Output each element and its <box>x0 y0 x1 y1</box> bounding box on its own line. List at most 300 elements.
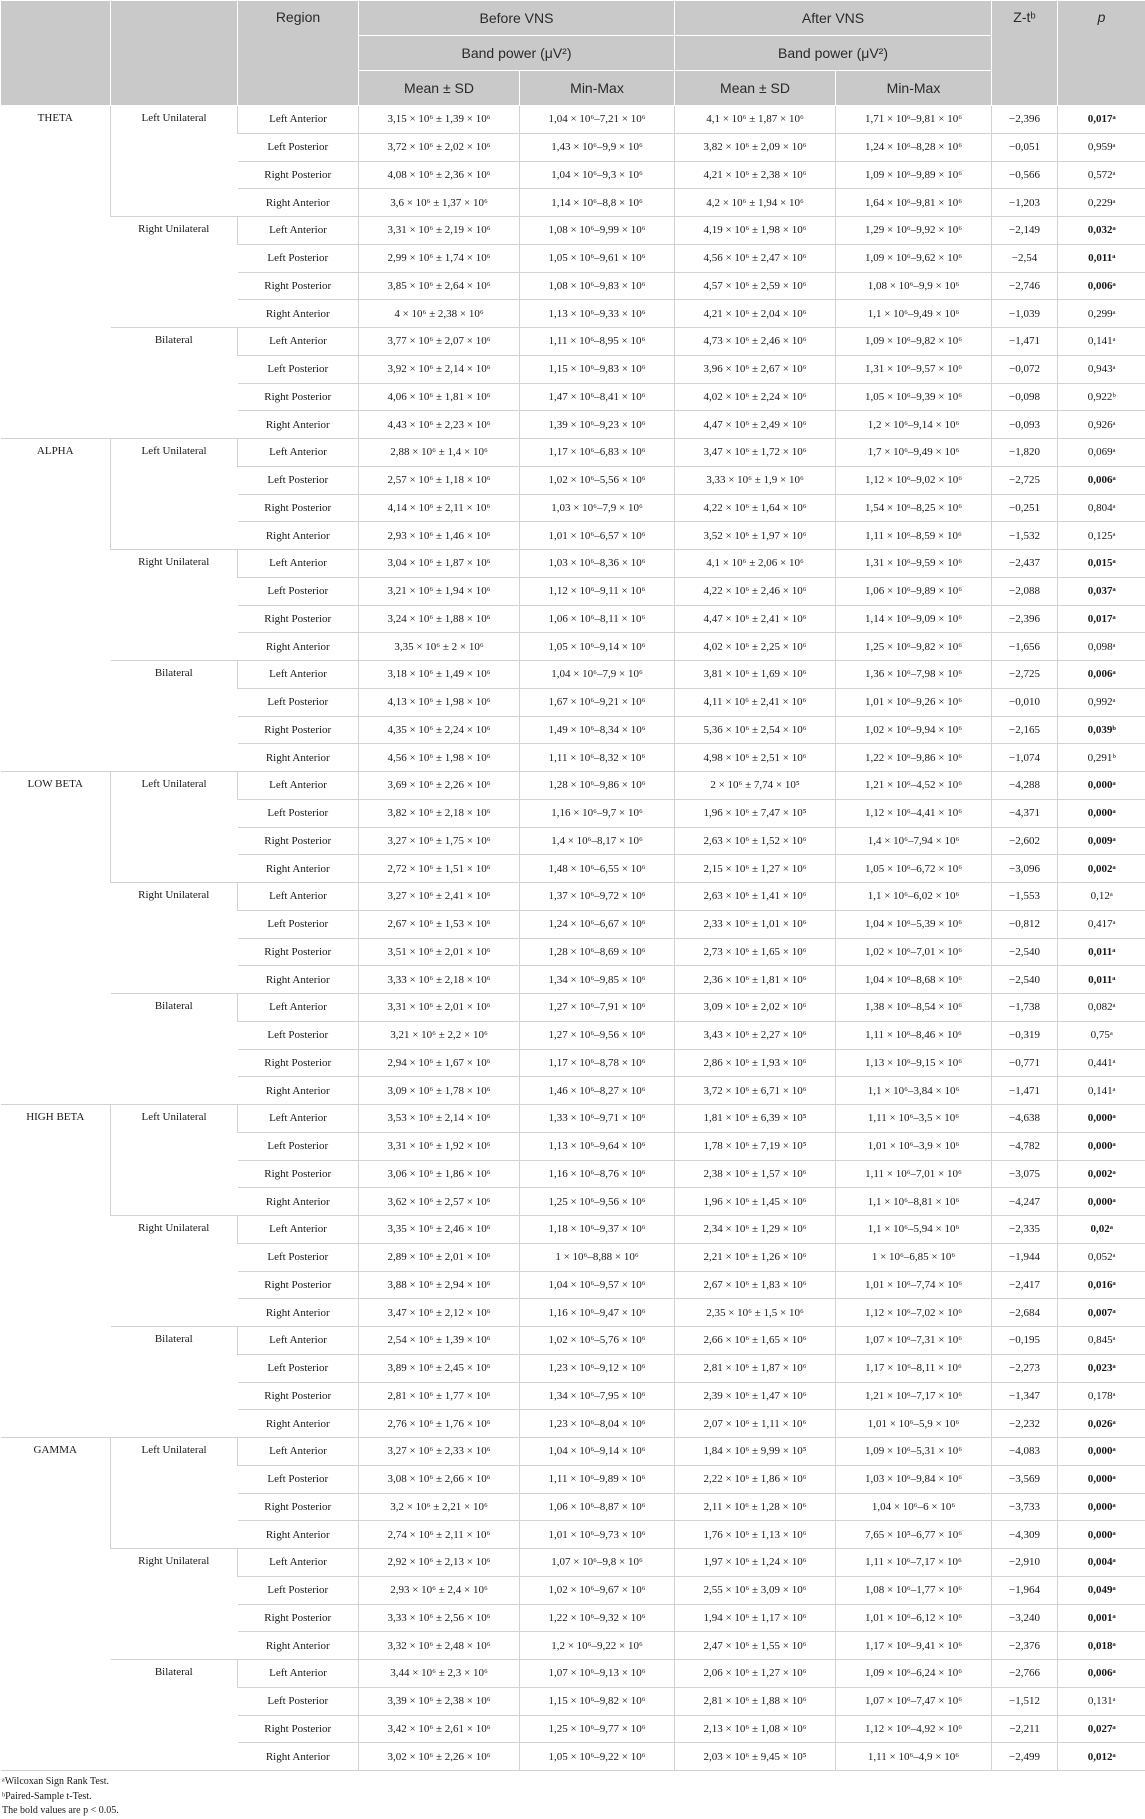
p-value-cell: 0,131ᵃ <box>1058 1687 1145 1715</box>
after-min-max-cell: 1,14 × 10⁶–9,09 × 10⁶ <box>836 605 992 633</box>
region-cell: Right Posterior <box>238 716 359 744</box>
before-min-max-cell: 1,07 × 10⁶–9,8 × 10⁶ <box>520 1549 675 1577</box>
zt-cell: −4,371 <box>992 799 1058 827</box>
zt-cell: −1,039 <box>992 300 1058 328</box>
after-min-max-cell: 1,2 × 10⁶–9,14 × 10⁶ <box>836 411 992 439</box>
before-mean-sd-cell: 3,21 × 10⁶ ± 1,94 × 10⁶ <box>359 577 520 605</box>
region-cell: Right Anterior <box>238 1410 359 1438</box>
before-min-max-cell: 1,08 × 10⁶–9,99 × 10⁶ <box>520 217 675 245</box>
before-mean-sd-cell: 4,13 × 10⁶ ± 1,98 × 10⁶ <box>359 688 520 716</box>
zt-cell: −1,944 <box>992 1243 1058 1271</box>
p-value-cell: 0,016ᵃ <box>1058 1271 1145 1299</box>
side-cell: Bilateral <box>111 328 238 439</box>
before-mean-sd-cell: 3,21 × 10⁶ ± 2,2 × 10⁶ <box>359 1021 520 1049</box>
after-mean-sd-cell: 1,76 × 10⁶ ± 1,13 × 10⁶ <box>675 1521 836 1549</box>
table-row <box>1 550 1145 578</box>
before-min-max-cell: 1,05 × 10⁶–9,61 × 10⁶ <box>520 244 675 272</box>
side-cell: Right Unilateral <box>111 1549 238 1660</box>
zt-cell: −0,072 <box>992 355 1058 383</box>
region-cell: Right Posterior <box>238 1604 359 1632</box>
region-cell: Right Anterior <box>238 1188 359 1216</box>
table-row <box>1 217 1145 245</box>
p-value-cell: 0,000ᵃ <box>1058 1132 1145 1160</box>
before-min-max-cell: 1,13 × 10⁶–9,33 × 10⁶ <box>520 300 675 328</box>
after-min-max-cell: 1,25 × 10⁶–9,82 × 10⁶ <box>836 633 992 661</box>
after-min-max-cell: 1,64 × 10⁶–9,81 × 10⁶ <box>836 189 992 217</box>
after-mean-sd-cell: 3,81 × 10⁶ ± 1,69 × 10⁶ <box>675 661 836 689</box>
zt-cell: −3,733 <box>992 1493 1058 1521</box>
p-value-cell: 0,049ᵃ <box>1058 1576 1145 1604</box>
before-min-max-cell: 1,25 × 10⁶–9,77 × 10⁶ <box>520 1715 675 1743</box>
zt-cell: −3,075 <box>992 1160 1058 1188</box>
zt-cell: −1,203 <box>992 189 1058 217</box>
after-min-max-cell: 1,01 × 10⁶–3,9 × 10⁶ <box>836 1132 992 1160</box>
after-mean-sd-cell: 3,96 × 10⁶ ± 2,67 × 10⁶ <box>675 355 836 383</box>
zt-cell: −0,051 <box>992 133 1058 161</box>
zt-cell: −2,766 <box>992 1660 1058 1688</box>
before-mean-sd-cell: 3,89 × 10⁶ ± 2,45 × 10⁶ <box>359 1354 520 1382</box>
zt-cell: −0,566 <box>992 161 1058 189</box>
before-min-max-cell: 1,25 × 10⁶–9,56 × 10⁶ <box>520 1188 675 1216</box>
before-min-max-cell: 1,06 × 10⁶–8,11 × 10⁶ <box>520 605 675 633</box>
p-value-cell: 0,069ᵃ <box>1058 439 1145 467</box>
before-min-max-cell: 1,03 × 10⁶–8,36 × 10⁶ <box>520 550 675 578</box>
after-min-max-cell: 1,1 × 10⁶–5,94 × 10⁶ <box>836 1216 992 1244</box>
p-value-cell: 0,018ᵃ <box>1058 1632 1145 1660</box>
table-row <box>1 994 1145 1022</box>
before-mean-sd-cell: 3,72 × 10⁶ ± 2,02 × 10⁶ <box>359 133 520 161</box>
side-cell: Bilateral <box>111 1660 238 1771</box>
before-mean-sd-cell: 3,42 × 10⁶ ± 2,61 × 10⁶ <box>359 1715 520 1743</box>
after-mean-sd-cell: 3,09 × 10⁶ ± 2,02 × 10⁶ <box>675 994 836 1022</box>
zt-cell: −0,010 <box>992 688 1058 716</box>
p-value-cell: 0,006ᵃ <box>1058 1660 1145 1688</box>
header-band-power-before: Band power (μV²) <box>359 36 675 71</box>
after-mean-sd-cell: 2,07 × 10⁶ ± 1,11 × 10⁶ <box>675 1410 836 1438</box>
after-min-max-cell: 1,04 × 10⁶–6 × 10⁶ <box>836 1493 992 1521</box>
p-value-cell: 0,023ᵃ <box>1058 1354 1145 1382</box>
before-mean-sd-cell: 3,27 × 10⁶ ± 2,41 × 10⁶ <box>359 883 520 911</box>
region-cell: Left Posterior <box>238 1465 359 1493</box>
region-cell: Right Posterior <box>238 383 359 411</box>
after-mean-sd-cell: 2,35 × 10⁶ ± 1,5 × 10⁶ <box>675 1299 836 1327</box>
region-cell: Right Posterior <box>238 1271 359 1299</box>
after-min-max-cell: 1,01 × 10⁶–5,9 × 10⁶ <box>836 1410 992 1438</box>
p-value-cell: 0,017ᵃ <box>1058 605 1145 633</box>
zt-cell: −1,738 <box>992 994 1058 1022</box>
after-min-max-cell: 1,11 × 10⁶–8,59 × 10⁶ <box>836 522 992 550</box>
region-cell: Left Posterior <box>238 1687 359 1715</box>
p-value-cell: 0,006ᵃ <box>1058 661 1145 689</box>
after-min-max-cell: 1,1 × 10⁶–8,81 × 10⁶ <box>836 1188 992 1216</box>
header-before-vns: Before VNS <box>359 1 675 36</box>
header-mean-sd-before: Mean ± SD <box>359 71 520 106</box>
before-min-max-cell: 1,05 × 10⁶–9,22 × 10⁶ <box>520 1743 675 1771</box>
p-value-cell: 0,178ᵃ <box>1058 1382 1145 1410</box>
zt-cell: −0,812 <box>992 910 1058 938</box>
zt-cell: −1,964 <box>992 1576 1058 1604</box>
zt-cell: −2,232 <box>992 1410 1058 1438</box>
table-row <box>1 1216 1145 1244</box>
p-value-cell: 0,75ᵃ <box>1058 1021 1145 1049</box>
before-mean-sd-cell: 3,06 × 10⁶ ± 1,86 × 10⁶ <box>359 1160 520 1188</box>
after-mean-sd-cell: 2 × 10⁶ ± 7,74 × 10⁵ <box>675 772 836 800</box>
after-min-max-cell: 1,12 × 10⁶–9,02 × 10⁶ <box>836 466 992 494</box>
after-min-max-cell: 1,71 × 10⁶–9,81 × 10⁶ <box>836 106 992 134</box>
side-cell: Right Unilateral <box>111 217 238 328</box>
table-row <box>1 328 1145 356</box>
before-mean-sd-cell: 3,85 × 10⁶ ± 2,64 × 10⁶ <box>359 272 520 300</box>
after-min-max-cell: 1,05 × 10⁶–9,39 × 10⁶ <box>836 383 992 411</box>
p-value-cell: 0,922ᵇ <box>1058 383 1145 411</box>
region-cell: Left Anterior <box>238 1105 359 1133</box>
before-mean-sd-cell: 2,67 × 10⁶ ± 1,53 × 10⁶ <box>359 910 520 938</box>
after-mean-sd-cell: 1,84 × 10⁶ ± 9,99 × 10⁵ <box>675 1438 836 1466</box>
p-value-cell: 0,032ᵃ <box>1058 217 1145 245</box>
region-cell: Left Anterior <box>238 1660 359 1688</box>
after-mean-sd-cell: 3,72 × 10⁶ ± 6,71 × 10⁶ <box>675 1077 836 1105</box>
before-min-max-cell: 1,01 × 10⁶–6,57 × 10⁶ <box>520 522 675 550</box>
p-value-cell: 0,052ᵃ <box>1058 1243 1145 1271</box>
side-cell: Right Unilateral <box>111 1216 238 1327</box>
before-min-max-cell: 1,03 × 10⁶–7,9 × 10⁶ <box>520 494 675 522</box>
after-mean-sd-cell: 1,97 × 10⁶ ± 1,24 × 10⁶ <box>675 1549 836 1577</box>
after-mean-sd-cell: 2,55 × 10⁶ ± 3,09 × 10⁶ <box>675 1576 836 1604</box>
p-value-cell: 0,441ᵃ <box>1058 1049 1145 1077</box>
p-value-cell: 0,000ᵃ <box>1058 1521 1145 1549</box>
after-min-max-cell: 1,02 × 10⁶–9,94 × 10⁶ <box>836 716 992 744</box>
before-mean-sd-cell: 2,93 × 10⁶ ± 2,4 × 10⁶ <box>359 1576 520 1604</box>
table-row <box>1 883 1145 911</box>
before-min-max-cell: 1,04 × 10⁶–9,14 × 10⁶ <box>520 1438 675 1466</box>
before-min-max-cell: 1,02 × 10⁶–9,67 × 10⁶ <box>520 1576 675 1604</box>
header-p: p <box>1058 1 1145 106</box>
zt-cell: −0,771 <box>992 1049 1058 1077</box>
after-mean-sd-cell: 2,39 × 10⁶ ± 1,47 × 10⁶ <box>675 1382 836 1410</box>
before-mean-sd-cell: 3,39 × 10⁶ ± 2,38 × 10⁶ <box>359 1687 520 1715</box>
p-value-cell: 0,011ᵃ <box>1058 938 1145 966</box>
after-min-max-cell: 1,1 × 10⁶–6,02 × 10⁶ <box>836 883 992 911</box>
header-blank-1 <box>1 1 111 106</box>
after-mean-sd-cell: 4,98 × 10⁶ ± 2,51 × 10⁶ <box>675 744 836 772</box>
p-value-cell: 0,011ᵃ <box>1058 244 1145 272</box>
region-cell: Right Posterior <box>238 1715 359 1743</box>
before-mean-sd-cell: 2,74 × 10⁶ ± 2,11 × 10⁶ <box>359 1521 520 1549</box>
after-min-max-cell: 1,11 × 10⁶–7,01 × 10⁶ <box>836 1160 992 1188</box>
region-cell: Right Anterior <box>238 633 359 661</box>
region-cell: Right Anterior <box>238 1632 359 1660</box>
region-cell: Right Anterior <box>238 300 359 328</box>
before-mean-sd-cell: 3,6 × 10⁶ ± 1,37 × 10⁶ <box>359 189 520 217</box>
before-min-max-cell: 1,13 × 10⁶–9,64 × 10⁶ <box>520 1132 675 1160</box>
before-min-max-cell: 1,06 × 10⁶–8,87 × 10⁶ <box>520 1493 675 1521</box>
after-min-max-cell: 1,38 × 10⁶–8,54 × 10⁶ <box>836 994 992 1022</box>
side-cell: Bilateral <box>111 1327 238 1438</box>
band-cell: THETA <box>1 106 111 439</box>
band-cell: HIGH BETA <box>1 1105 111 1438</box>
before-min-max-cell: 1,04 × 10⁶–9,3 × 10⁶ <box>520 161 675 189</box>
p-value-cell: 0,012ᵃ <box>1058 1743 1145 1771</box>
zt-cell: −2,396 <box>992 605 1058 633</box>
zt-cell: −2,910 <box>992 1549 1058 1577</box>
before-min-max-cell: 1,16 × 10⁶–8,76 × 10⁶ <box>520 1160 675 1188</box>
after-mean-sd-cell: 1,94 × 10⁶ ± 1,17 × 10⁶ <box>675 1604 836 1632</box>
zt-cell: −0,319 <box>992 1021 1058 1049</box>
region-cell: Left Anterior <box>238 217 359 245</box>
zt-cell: −3,240 <box>992 1604 1058 1632</box>
region-cell: Left Anterior <box>238 772 359 800</box>
after-mean-sd-cell: 2,34 × 10⁶ ± 1,29 × 10⁶ <box>675 1216 836 1244</box>
before-mean-sd-cell: 3,04 × 10⁶ ± 1,87 × 10⁶ <box>359 550 520 578</box>
after-mean-sd-cell: 3,33 × 10⁶ ± 1,9 × 10⁶ <box>675 466 836 494</box>
before-min-max-cell: 1,67 × 10⁶–9,21 × 10⁶ <box>520 688 675 716</box>
zt-cell: −2,602 <box>992 827 1058 855</box>
before-min-max-cell: 1,28 × 10⁶–8,69 × 10⁶ <box>520 938 675 966</box>
p-value-cell: 0,007ᵃ <box>1058 1299 1145 1327</box>
region-cell: Left Posterior <box>238 577 359 605</box>
region-cell: Left Anterior <box>238 1216 359 1244</box>
after-min-max-cell: 1,29 × 10⁶–9,92 × 10⁶ <box>836 217 992 245</box>
before-min-max-cell: 1,49 × 10⁶–8,34 × 10⁶ <box>520 716 675 744</box>
p-value-cell: 0,004ᵃ <box>1058 1549 1145 1577</box>
after-min-max-cell: 1,01 × 10⁶–9,26 × 10⁶ <box>836 688 992 716</box>
after-mean-sd-cell: 4,11 × 10⁶ ± 2,41 × 10⁶ <box>675 688 836 716</box>
zt-cell: −4,782 <box>992 1132 1058 1160</box>
region-cell: Right Anterior <box>238 189 359 217</box>
before-min-max-cell: 1,11 × 10⁶–8,95 × 10⁶ <box>520 328 675 356</box>
zt-cell: −4,247 <box>992 1188 1058 1216</box>
after-min-max-cell: 1,11 × 10⁶–7,17 × 10⁶ <box>836 1549 992 1577</box>
zt-cell: −3,096 <box>992 855 1058 883</box>
zt-cell: −2,684 <box>992 1299 1058 1327</box>
before-min-max-cell: 1,08 × 10⁶–9,83 × 10⁶ <box>520 272 675 300</box>
after-mean-sd-cell: 2,67 × 10⁶ ± 1,83 × 10⁶ <box>675 1271 836 1299</box>
after-min-max-cell: 1,31 × 10⁶–9,57 × 10⁶ <box>836 355 992 383</box>
side-cell: Bilateral <box>111 661 238 772</box>
after-mean-sd-cell: 4,21 × 10⁶ ± 2,04 × 10⁶ <box>675 300 836 328</box>
after-mean-sd-cell: 2,47 × 10⁶ ± 1,55 × 10⁶ <box>675 1632 836 1660</box>
after-mean-sd-cell: 2,66 × 10⁶ ± 1,65 × 10⁶ <box>675 1327 836 1355</box>
after-min-max-cell: 1,09 × 10⁶–9,62 × 10⁶ <box>836 244 992 272</box>
p-value-cell: 0,804ᵃ <box>1058 494 1145 522</box>
after-mean-sd-cell: 2,81 × 10⁶ ± 1,88 × 10⁶ <box>675 1687 836 1715</box>
p-value-cell: 0,417ᵃ <box>1058 910 1145 938</box>
before-mean-sd-cell: 3,15 × 10⁶ ± 1,39 × 10⁶ <box>359 106 520 134</box>
before-mean-sd-cell: 2,76 × 10⁶ ± 1,76 × 10⁶ <box>359 1410 520 1438</box>
table-row <box>1 1438 1145 1466</box>
after-mean-sd-cell: 2,73 × 10⁶ ± 1,65 × 10⁶ <box>675 938 836 966</box>
after-mean-sd-cell: 2,21 × 10⁶ ± 1,26 × 10⁶ <box>675 1243 836 1271</box>
table-row <box>1 1549 1145 1577</box>
zt-cell: −2,273 <box>992 1354 1058 1382</box>
before-mean-sd-cell: 3,31 × 10⁶ ± 2,01 × 10⁶ <box>359 994 520 1022</box>
p-value-cell: 0,006ᵃ <box>1058 272 1145 300</box>
before-mean-sd-cell: 3,44 × 10⁶ ± 2,3 × 10⁶ <box>359 1660 520 1688</box>
after-min-max-cell: 1,09 × 10⁶–6,24 × 10⁶ <box>836 1660 992 1688</box>
before-min-max-cell: 1,28 × 10⁶–9,86 × 10⁶ <box>520 772 675 800</box>
region-cell: Right Posterior <box>238 938 359 966</box>
header-blank-2 <box>111 1 238 106</box>
after-min-max-cell: 1,08 × 10⁶–1,77 × 10⁶ <box>836 1576 992 1604</box>
zt-cell: −1,553 <box>992 883 1058 911</box>
before-min-max-cell: 1,14 × 10⁶–8,8 × 10⁶ <box>520 189 675 217</box>
p-value-cell: 0,000ᵃ <box>1058 772 1145 800</box>
after-mean-sd-cell: 1,96 × 10⁶ ± 7,47 × 10⁵ <box>675 799 836 827</box>
region-cell: Right Anterior <box>238 522 359 550</box>
table-row <box>1 106 1145 134</box>
after-mean-sd-cell: 4,02 × 10⁶ ± 2,24 × 10⁶ <box>675 383 836 411</box>
after-min-max-cell: 1 × 10⁶–6,85 × 10⁶ <box>836 1243 992 1271</box>
after-mean-sd-cell: 4,2 × 10⁶ ± 1,94 × 10⁶ <box>675 189 836 217</box>
after-mean-sd-cell: 5,36 × 10⁶ ± 2,54 × 10⁶ <box>675 716 836 744</box>
before-mean-sd-cell: 3,33 × 10⁶ ± 2,56 × 10⁶ <box>359 1604 520 1632</box>
header-band-power-after: Band power (μV²) <box>675 36 992 71</box>
p-value-cell: 0,039ᵇ <box>1058 716 1145 744</box>
region-cell: Left Anterior <box>238 550 359 578</box>
after-min-max-cell: 7,65 × 10⁵–6,77 × 10⁶ <box>836 1521 992 1549</box>
after-min-max-cell: 1,1 × 10⁶–3,84 × 10⁶ <box>836 1077 992 1105</box>
after-mean-sd-cell: 2,15 × 10⁶ ± 1,27 × 10⁶ <box>675 855 836 883</box>
p-value-cell: 0,000ᵃ <box>1058 1493 1145 1521</box>
after-mean-sd-cell: 2,38 × 10⁶ ± 1,57 × 10⁶ <box>675 1160 836 1188</box>
side-cell: Left Unilateral <box>111 439 238 550</box>
header-min-max-after: Min-Max <box>836 71 992 106</box>
after-min-max-cell: 1,17 × 10⁶–8,11 × 10⁶ <box>836 1354 992 1382</box>
p-value-cell: 0,572ᵃ <box>1058 161 1145 189</box>
after-mean-sd-cell: 2,63 × 10⁶ ± 1,41 × 10⁶ <box>675 883 836 911</box>
before-min-max-cell: 1,34 × 10⁶–9,85 × 10⁶ <box>520 966 675 994</box>
before-min-max-cell: 1,23 × 10⁶–9,12 × 10⁶ <box>520 1354 675 1382</box>
region-cell: Right Anterior <box>238 1077 359 1105</box>
before-mean-sd-cell: 2,92 × 10⁶ ± 2,13 × 10⁶ <box>359 1549 520 1577</box>
after-min-max-cell: 1,02 × 10⁶–7,01 × 10⁶ <box>836 938 992 966</box>
region-cell: Right Posterior <box>238 1382 359 1410</box>
before-min-max-cell: 1,05 × 10⁶–9,14 × 10⁶ <box>520 633 675 661</box>
after-mean-sd-cell: 4,02 × 10⁶ ± 2,25 × 10⁶ <box>675 633 836 661</box>
before-min-max-cell: 1,16 × 10⁶–9,7 × 10⁶ <box>520 799 675 827</box>
region-cell: Left Anterior <box>238 106 359 134</box>
p-value-cell: 0,125ᵃ <box>1058 522 1145 550</box>
before-mean-sd-cell: 3,35 × 10⁶ ± 2 × 10⁶ <box>359 633 520 661</box>
region-cell: Left Posterior <box>238 1243 359 1271</box>
table-row <box>1 1660 1145 1688</box>
before-mean-sd-cell: 2,81 × 10⁶ ± 1,77 × 10⁶ <box>359 1382 520 1410</box>
after-mean-sd-cell: 2,22 × 10⁶ ± 1,86 × 10⁶ <box>675 1465 836 1493</box>
after-min-max-cell: 1,11 × 10⁶–4,9 × 10⁶ <box>836 1743 992 1771</box>
region-cell: Left Posterior <box>238 244 359 272</box>
after-min-max-cell: 1,05 × 10⁶–6,72 × 10⁶ <box>836 855 992 883</box>
region-cell: Left Anterior <box>238 994 359 1022</box>
zt-cell: −1,074 <box>992 744 1058 772</box>
p-value-cell: 0,926ᵃ <box>1058 411 1145 439</box>
after-min-max-cell: 1,17 × 10⁶–9,41 × 10⁶ <box>836 1632 992 1660</box>
before-min-max-cell: 1,12 × 10⁶–9,11 × 10⁶ <box>520 577 675 605</box>
region-cell: Left Posterior <box>238 1021 359 1049</box>
after-mean-sd-cell: 2,03 × 10⁶ ± 9,45 × 10⁵ <box>675 1743 836 1771</box>
before-mean-sd-cell: 4,43 × 10⁶ ± 2,23 × 10⁶ <box>359 411 520 439</box>
before-mean-sd-cell: 2,99 × 10⁶ ± 1,74 × 10⁶ <box>359 244 520 272</box>
after-mean-sd-cell: 2,06 × 10⁶ ± 1,27 × 10⁶ <box>675 1660 836 1688</box>
before-min-max-cell: 1,15 × 10⁶–9,82 × 10⁶ <box>520 1687 675 1715</box>
header-min-max-before: Min-Max <box>520 71 675 106</box>
zt-cell: −1,512 <box>992 1687 1058 1715</box>
after-min-max-cell: 1,09 × 10⁶–9,82 × 10⁶ <box>836 328 992 356</box>
after-min-max-cell: 1,12 × 10⁶–7,02 × 10⁶ <box>836 1299 992 1327</box>
after-mean-sd-cell: 1,78 × 10⁶ ± 7,19 × 10⁵ <box>675 1132 836 1160</box>
zt-cell: −2,376 <box>992 1632 1058 1660</box>
p-value-cell: 0,943ᵃ <box>1058 355 1145 383</box>
region-cell: Left Posterior <box>238 910 359 938</box>
after-mean-sd-cell: 4,1 × 10⁶ ± 1,87 × 10⁶ <box>675 106 836 134</box>
after-min-max-cell: 1,4 × 10⁶–7,94 × 10⁶ <box>836 827 992 855</box>
zt-cell: −4,083 <box>992 1438 1058 1466</box>
after-min-max-cell: 1,11 × 10⁶–8,46 × 10⁶ <box>836 1021 992 1049</box>
zt-cell: −1,471 <box>992 328 1058 356</box>
after-mean-sd-cell: 3,82 × 10⁶ ± 2,09 × 10⁶ <box>675 133 836 161</box>
band-cell: ALPHA <box>1 439 111 772</box>
zt-cell: −3,569 <box>992 1465 1058 1493</box>
before-mean-sd-cell: 2,72 × 10⁶ ± 1,51 × 10⁶ <box>359 855 520 883</box>
region-cell: Right Posterior <box>238 827 359 855</box>
region-cell: Right Posterior <box>238 1160 359 1188</box>
after-min-max-cell: 1,31 × 10⁶–9,59 × 10⁶ <box>836 550 992 578</box>
zt-cell: −2,088 <box>992 577 1058 605</box>
p-value-cell: 0,12ᵃ <box>1058 883 1145 911</box>
p-value-cell: 0,026ᵃ <box>1058 1410 1145 1438</box>
after-mean-sd-cell: 2,36 × 10⁶ ± 1,81 × 10⁶ <box>675 966 836 994</box>
p-value-cell: 0,000ᵃ <box>1058 1438 1145 1466</box>
zt-cell: −4,309 <box>992 1521 1058 1549</box>
before-min-max-cell: 1,33 × 10⁶–9,71 × 10⁶ <box>520 1105 675 1133</box>
before-min-max-cell: 1,16 × 10⁶–9,47 × 10⁶ <box>520 1299 675 1327</box>
before-mean-sd-cell: 3,53 × 10⁶ ± 2,14 × 10⁶ <box>359 1105 520 1133</box>
before-min-max-cell: 1,11 × 10⁶–8,32 × 10⁶ <box>520 744 675 772</box>
region-cell: Right Posterior <box>238 494 359 522</box>
before-min-max-cell: 1,17 × 10⁶–8,78 × 10⁶ <box>520 1049 675 1077</box>
after-mean-sd-cell: 2,13 × 10⁶ ± 1,08 × 10⁶ <box>675 1715 836 1743</box>
region-cell: Left Posterior <box>238 688 359 716</box>
after-mean-sd-cell: 2,86 × 10⁶ ± 1,93 × 10⁶ <box>675 1049 836 1077</box>
before-min-max-cell: 1,37 × 10⁶–9,72 × 10⁶ <box>520 883 675 911</box>
p-value-cell: 0,02ᵃ <box>1058 1216 1145 1244</box>
before-min-max-cell: 1,02 × 10⁶–5,76 × 10⁶ <box>520 1327 675 1355</box>
after-mean-sd-cell: 1,81 × 10⁶ ± 6,39 × 10⁵ <box>675 1105 836 1133</box>
before-min-max-cell: 1,24 × 10⁶–6,67 × 10⁶ <box>520 910 675 938</box>
before-mean-sd-cell: 2,89 × 10⁶ ± 2,01 × 10⁶ <box>359 1243 520 1271</box>
p-value-cell: 0,037ᵃ <box>1058 577 1145 605</box>
region-cell: Left Posterior <box>238 355 359 383</box>
before-mean-sd-cell: 4,35 × 10⁶ ± 2,24 × 10⁶ <box>359 716 520 744</box>
before-mean-sd-cell: 3,02 × 10⁶ ± 2,26 × 10⁶ <box>359 1743 520 1771</box>
after-mean-sd-cell: 2,63 × 10⁶ ± 1,52 × 10⁶ <box>675 827 836 855</box>
table-header <box>1 1 1145 106</box>
p-value-cell: 0,299ᵃ <box>1058 300 1145 328</box>
before-mean-sd-cell: 3,2 × 10⁶ ± 2,21 × 10⁶ <box>359 1493 520 1521</box>
after-mean-sd-cell: 1,96 × 10⁶ ± 1,45 × 10⁶ <box>675 1188 836 1216</box>
before-mean-sd-cell: 2,94 × 10⁶ ± 1,67 × 10⁶ <box>359 1049 520 1077</box>
before-min-max-cell: 1,17 × 10⁶–6,83 × 10⁶ <box>520 439 675 467</box>
p-value-cell: 0,009ᵃ <box>1058 827 1145 855</box>
region-cell: Left Posterior <box>238 799 359 827</box>
before-mean-sd-cell: 3,62 × 10⁶ ± 2,57 × 10⁶ <box>359 1188 520 1216</box>
after-min-max-cell: 1,21 × 10⁶–7,17 × 10⁶ <box>836 1382 992 1410</box>
before-mean-sd-cell: 3,47 × 10⁶ ± 2,12 × 10⁶ <box>359 1299 520 1327</box>
before-min-max-cell: 1,34 × 10⁶–7,95 × 10⁶ <box>520 1382 675 1410</box>
region-cell: Left Anterior <box>238 439 359 467</box>
p-value-cell: 0,082ᵃ <box>1058 994 1145 1022</box>
region-cell: Left Anterior <box>238 661 359 689</box>
p-value-cell: 0,006ᵃ <box>1058 466 1145 494</box>
